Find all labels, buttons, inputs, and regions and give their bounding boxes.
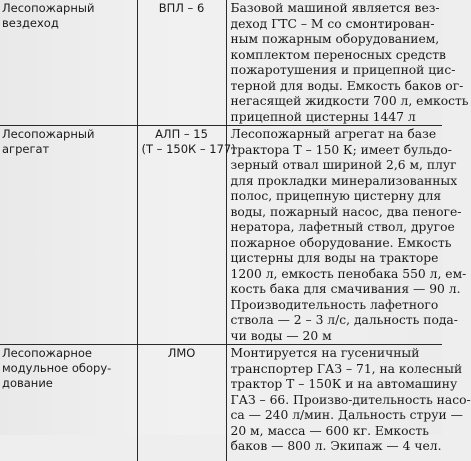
description-line: ным пожарным оборудованием, [230,32,440,46]
equipment-name-cell [0,345,137,461]
equipment-description-cell [226,126,467,345]
description-line: 1200 л, емкость пенобака 550 л, ем- [230,266,467,281]
name-line: вездеход [2,16,59,30]
equipment-description-cell [226,345,471,461]
description-line: трактора Т – 150 К; имеет бульдо- [230,142,452,157]
description-line: воды, пожарный насос, два пеноге- [230,204,462,219]
name-line: модульное обору- [2,361,112,375]
name-line: дование [2,376,53,390]
description-line: терной для воды. Емкость баков ог- [230,78,464,93]
description-line: цистерны для воды на тракторе [230,251,439,265]
description-line: полос, прицепную цистерну для [230,189,442,203]
equipment-name-cell [0,0,137,126]
description-line: Производительность лафетного [230,297,439,312]
equipment-description-cell [226,0,469,126]
description-line: пожаротушения и прицепной цис- [230,63,456,77]
equipment-code-cell [137,0,226,126]
description-line: чи воды — 20 м [230,328,332,343]
description-line: Лесопожарный агрегат на базе [230,127,437,141]
code-line: ЛМО [167,346,196,360]
table-row [0,345,442,461]
code-line: ВПЛ – 6 [158,1,205,15]
description-line: комплектом переносных средств [230,47,446,62]
equipment-name-cell [0,126,137,345]
description-line: деход ГТС – М со смонтирован- [230,16,435,31]
table-row [0,0,442,126]
table-row [0,126,442,345]
description-line: транспортер ГАЗ – 71, на колесный [230,361,463,376]
description-line: Монтируется на гусеничный [230,346,420,360]
name-line: Лесопожарное [2,346,92,360]
description-line: зерный отвал шириной 2,6 м, плуг [230,158,457,172]
description-line: ствола — 2 – 3 л/с, дальность пода- [230,313,458,327]
description-line: пожарное оборудование. Емкость [230,235,452,250]
description-line: нератора, лафетный ствол, другое [230,220,455,234]
description-line: прицепной цистерны 1447 л [230,109,416,124]
equipment-code-cell [137,126,236,345]
equipment-code-cell [137,345,226,461]
description-line: са — 240 л/мин. Дальность струи — [230,408,463,422]
code-line: АЛП – 15 [155,127,208,141]
description-line: 20 м, масса — 600 кг. Емкость [230,423,429,438]
description-line: для прокладки минерализованных [230,173,458,188]
description-line: кость бака для смачивания — 90 л. [230,282,461,296]
name-line: агрегат [2,142,50,156]
name-line: Лесопожарный [2,127,95,141]
description-line: негасящей жидкости 700 л, емкость [230,94,469,108]
description-line: Базовой машиной является вез- [230,1,440,15]
description-line: трактор Т – 150К и на автомашину [230,377,458,391]
description-line: баков — 800 л. Экипаж — 4 чел. [230,439,442,453]
code-line: (Т – 150К – 177) [141,142,236,156]
description-line: ГАЗ – 66. Произво-дительность насо- [230,392,471,407]
name-line: Лесопожарный [2,1,95,15]
